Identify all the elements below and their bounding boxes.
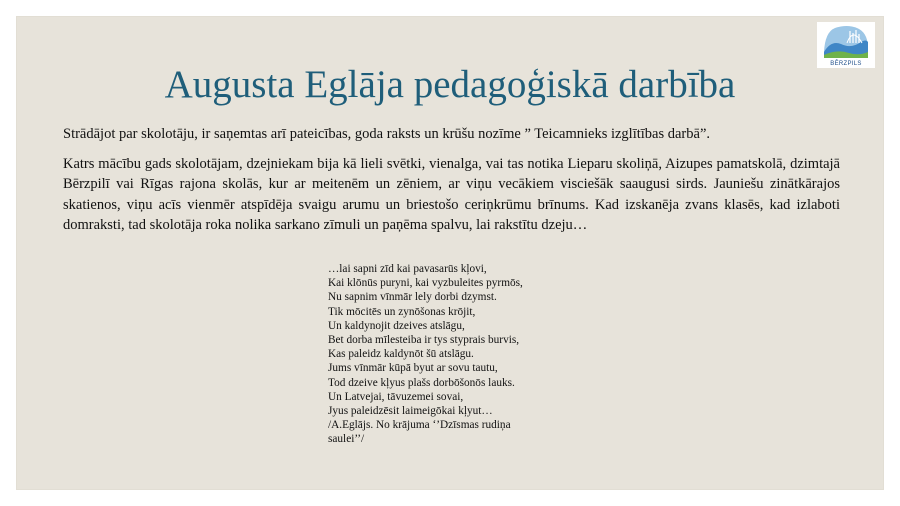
poem-source: saulei’’/ [328,433,365,446]
paragraph-awards: Strādājot par skolotāju, ir saņemtas arī pateicības, goda raksts un krūšu nozīme ” Teicamnieks izglītības darbā”. [63,126,710,142]
poem-line: Un Latvejai, tāvuzemei sovai, [328,390,464,403]
poem-line: Nu sapnim vīnmār lely dorbi dzymst. [328,291,497,304]
slide [17,17,883,489]
poem-source: /A.Eglājs. No krājuma ‘’Dzīsmas rudiņa [328,419,511,432]
paragraph-teaching: Katrs mācību gads skolotājam, dzejniekam bija kā lieli svētki, vienalga, vai tas notika Lieparu skoliņā, Aizupes pamatskolā, dzimtajā Bērzpilī vai Rīgas rajona skolās, kur ar meitenēm un zēniem, ar viņu vecākiem visciešāk saaugusi sirds. Jauniešu zinātkārajos skatienos, viņu acīs vienmēr atspīdēja svaigu arumu un briestošo ceriņkrūmu brīnums. Kad izskanēja zvans klasēs, kad izlaboti domraksti, tad skolotāja roka nolika sarkano zīmuli un paņēma spalvu, lai rakstītu dzeju… [63,156,840,234]
poem-line: …lai sapni zīd kai pavasarūs kļovi, [328,263,487,275]
poem-line: Bet dorba mīlesteiba ir tys styprais burvis, [328,334,520,347]
poem-line: Jums vīnmār kūpā byut ar sovu tautu, [328,362,498,375]
logo-landscape-icon [817,22,875,62]
poem-line: Kai klōnūs puryni, kai vyzbuleites pyrmōs, [328,277,523,290]
poem-line: Kas paleidz kaldynōt šū atslāgu. [328,348,474,361]
poem-line: Tod dzeive kļyus plašs dorbōšonōs lauks. [328,376,515,389]
slide-title: Augusta Eglāja pedagoģiskā darbība [164,63,736,106]
logo-caption: BĒRZPILS [830,61,862,67]
poem-excerpt [328,262,588,447]
poem-line: Un kaldynojit dzeives atslāgu, [328,319,465,332]
poem-line: Tik mōcitēs un zynōšonas krōjit, [328,305,476,318]
poem-line: Jyus paleidzēsit laimeigōkai kļyut… [328,405,493,418]
